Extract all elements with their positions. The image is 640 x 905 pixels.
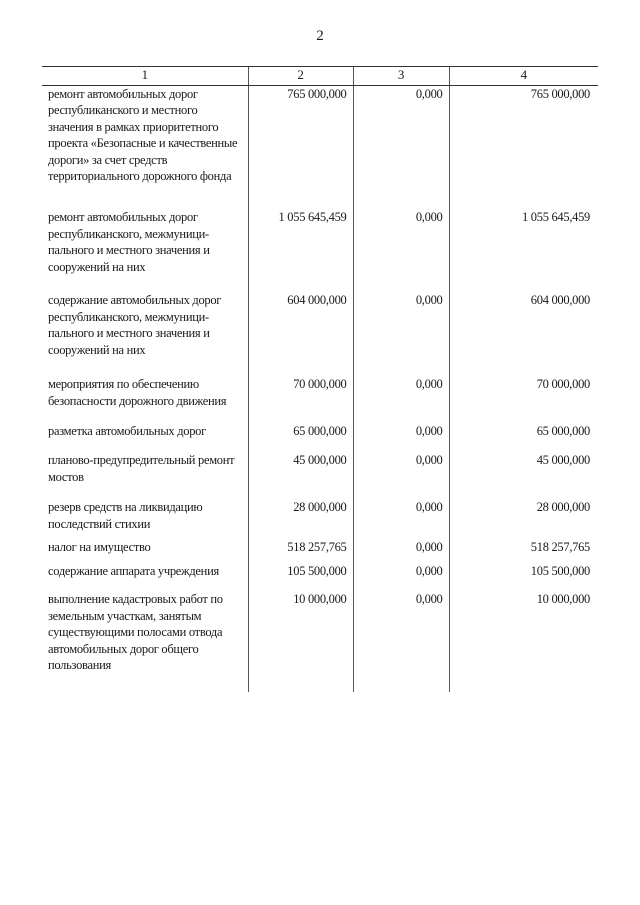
row-value-col3: 0,000 [353, 85, 449, 209]
row-value-col4: 70 000,000 [449, 376, 598, 423]
column-header-1: 1 [42, 67, 248, 86]
row-value-col3: 0,000 [353, 452, 449, 499]
row-value-col2: 45 000,000 [248, 452, 353, 499]
row-name: выполнение кадастровых работ по земельным участкам, занятым существующими полосами отвода автомобильных дорог общего пользования [48, 592, 223, 672]
row-value-col4: 45 000,000 [449, 452, 598, 499]
row-value-col4: 105 500,000 [449, 563, 598, 591]
row-name: мероприятия по обеспечению безопасности дорожного движения [48, 377, 227, 408]
row-value-col4: 604 000,000 [449, 292, 598, 376]
row-name: резерв средств на ликвидацию последствий стихии [48, 500, 203, 531]
row-name: планово-предупредительный ремонт мостов [48, 453, 235, 484]
row-name: ремонт автомобильных дорог республиканского и местного значения в рамках приоритетного проекта «Безопасные и качественные дороги» за счет средств территориального дорожного фонда [48, 86, 238, 183]
row-name: ремонт автомобильных дорог республиканского, межмуници-пального и местного значения и сооружений на них [48, 210, 210, 274]
row-value-col4: 28 000,000 [449, 499, 598, 539]
row-value-col2: 765 000,000 [248, 85, 353, 209]
row-value-col3: 0,000 [353, 209, 449, 292]
row-value-col3: 0,000 [353, 376, 449, 423]
row-value-col4: 1 055 645,459 [449, 209, 598, 292]
table-row [42, 452, 598, 499]
row-value-col2: 70 000,000 [248, 376, 353, 423]
row-value-col4: 65 000,000 [449, 423, 598, 452]
table-header-row [42, 67, 598, 86]
table-row [42, 423, 598, 452]
page-number: 2 [316, 28, 324, 44]
row-value-col2: 604 000,000 [248, 292, 353, 376]
row-value-col2: 10 000,000 [248, 591, 353, 692]
table-row [42, 85, 598, 209]
row-value-col2: 1 055 645,459 [248, 209, 353, 292]
row-name: налог на имущество [48, 540, 151, 554]
row-value-col4: 765 000,000 [449, 85, 598, 209]
row-value-col2: 105 500,000 [248, 563, 353, 591]
budget-table [42, 66, 598, 692]
row-name: разметка автомобильных дорог [48, 424, 206, 438]
row-name: содержание аппарата учреждения [48, 564, 219, 578]
row-value-col3: 0,000 [353, 563, 449, 591]
column-header-4: 4 [449, 67, 598, 86]
table-row [42, 591, 598, 692]
row-name: содержание автомобильных дорог республиканского, межмуници-пального и местного значения и сооружений на них [48, 293, 222, 357]
row-value-col3: 0,000 [353, 292, 449, 376]
column-header-3: 3 [353, 67, 449, 86]
table-row [42, 563, 598, 591]
row-value-col4: 518 257,765 [449, 539, 598, 563]
row-value-col3: 0,000 [353, 539, 449, 563]
row-value-col3: 0,000 [353, 423, 449, 452]
column-header-2: 2 [248, 67, 353, 86]
row-value-col4: 10 000,000 [449, 591, 598, 692]
row-value-col2: 518 257,765 [248, 539, 353, 563]
table-row [42, 499, 598, 539]
table-row [42, 376, 598, 423]
table-row [42, 292, 598, 376]
row-value-col2: 28 000,000 [248, 499, 353, 539]
row-value-col2: 65 000,000 [248, 423, 353, 452]
row-value-col3: 0,000 [353, 499, 449, 539]
row-value-col3: 0,000 [353, 591, 449, 692]
table-row [42, 209, 598, 292]
table-row [42, 539, 598, 563]
